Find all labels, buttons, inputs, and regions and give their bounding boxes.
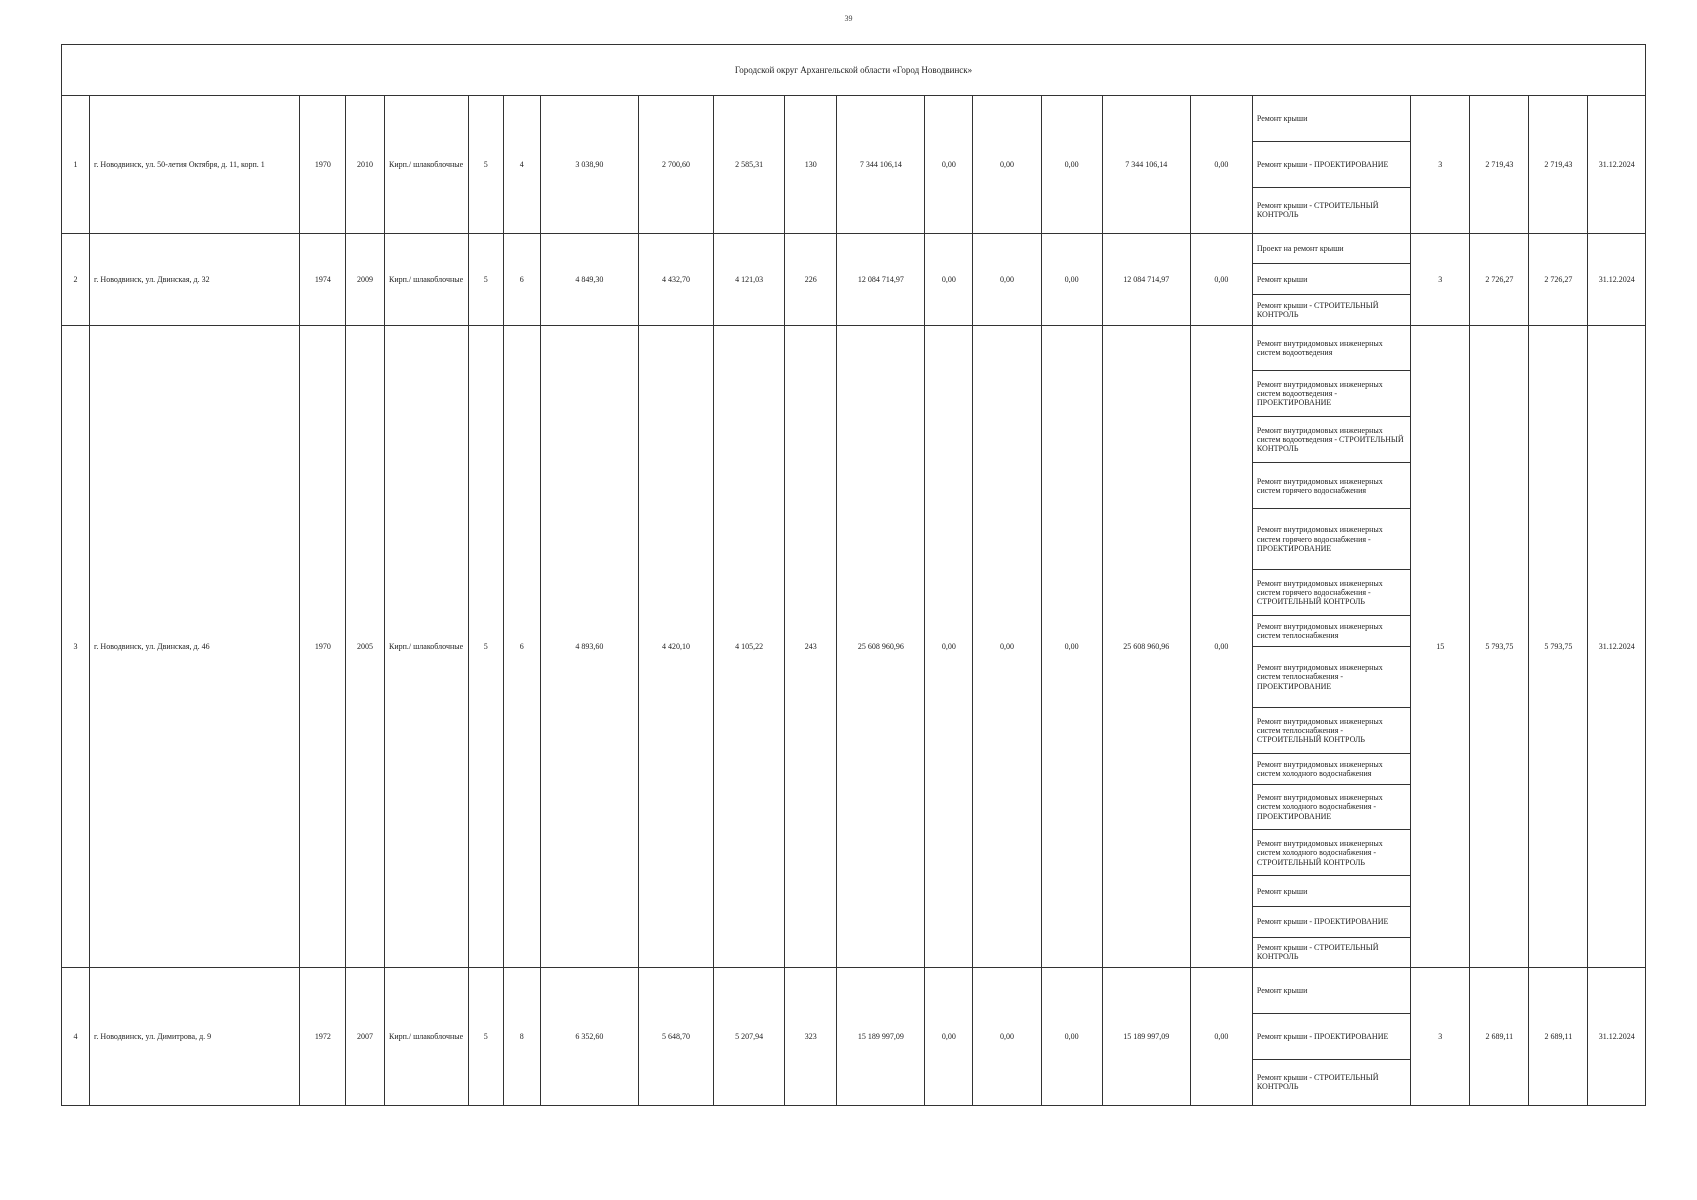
living-area-cell: 2 700,60 — [638, 96, 713, 234]
year-overhaul-cell: 2009 — [346, 233, 384, 325]
residents-cell: 323 — [785, 968, 837, 1106]
other-cost-cell: 0,00 — [1190, 233, 1252, 325]
work-type-cell: Ремонт внутридомовых инженерных систем холодного водоснабжения - СТРОИТЕЛЬНЫЙ КОНТРОЛЬ — [1252, 830, 1410, 876]
work-type-cell: Ремонт крыши - СТРОИТЕЛЬНЫЙ КОНТРОЛЬ — [1252, 187, 1410, 233]
deadline-cell: 31.12.2024 — [1588, 96, 1646, 234]
work-type-cell: Проект на ремонт крыши — [1252, 233, 1410, 264]
floors-cell: 5 — [468, 968, 503, 1106]
page-number: 39 — [844, 14, 853, 23]
work-count-cell: 3 — [1411, 96, 1470, 234]
year-built-cell: 1970 — [300, 96, 346, 234]
wall-material-cell: Кирп./ шлакоблочные — [384, 96, 468, 234]
year-built-cell: 1974 — [300, 233, 346, 325]
residents-cell: 130 — [785, 96, 837, 234]
work-type-cell: Ремонт внутридомовых инженерных систем водоотведения — [1252, 325, 1410, 371]
other-cost-cell: 0,00 — [1190, 968, 1252, 1106]
fund-cost-cell: 0,00 — [925, 968, 973, 1106]
work-type-cell: Ремонт крыши - СТРОИТЕЛЬНЫЙ КОНТРОЛЬ — [1252, 1059, 1410, 1105]
residential-area-cell: 5 207,94 — [714, 968, 785, 1106]
work-type-cell: Ремонт внутридомовых инженерных систем водоотведения - ПРОЕКТИРОВАНИЕ — [1252, 371, 1410, 417]
work-type-cell: Ремонт крыши - ПРОЕКТИРОВАНИЕ — [1252, 141, 1410, 187]
row-number: 2 — [62, 233, 90, 325]
living-area-cell: 4 432,70 — [638, 233, 713, 325]
total-cost-cell: 7 344 106,14 — [837, 96, 925, 234]
unit-cost-max-cell: 2 726,27 — [1529, 233, 1588, 325]
region-cost-cell: 0,00 — [973, 325, 1041, 968]
unit-cost-max-cell: 2 719,43 — [1529, 96, 1588, 234]
other-cost-cell: 0,00 — [1190, 325, 1252, 968]
table-row — [62, 96, 1646, 142]
total-area-cell: 4 893,60 — [540, 325, 638, 968]
work-count-cell: 3 — [1411, 233, 1470, 325]
address-cell: г. Новодвинск, ул. Двинская, д. 46 — [90, 325, 300, 968]
municipal-cost-cell: 0,00 — [1041, 968, 1102, 1106]
work-count-cell: 3 — [1411, 968, 1470, 1106]
residents-cell: 243 — [785, 325, 837, 968]
entrances-cell: 6 — [503, 325, 540, 968]
year-overhaul-cell: 2007 — [346, 968, 384, 1106]
fund-cost-cell: 0,00 — [925, 325, 973, 968]
row-number: 1 — [62, 96, 90, 234]
row-number: 4 — [62, 968, 90, 1106]
residential-area-cell: 4 105,22 — [714, 325, 785, 968]
deadline-cell: 31.12.2024 — [1588, 233, 1646, 325]
capital-repair-table — [61, 44, 1646, 1106]
total-cost-cell: 25 608 960,96 — [837, 325, 925, 968]
fund-cost-cell: 0,00 — [925, 233, 973, 325]
wall-material-cell: Кирп./ шлакоблочные — [384, 968, 468, 1106]
work-type-cell: Ремонт крыши - ПРОЕКТИРОВАНИЕ — [1252, 1014, 1410, 1060]
wall-material-cell: Кирп./ шлакоблочные — [384, 233, 468, 325]
entrances-cell: 4 — [503, 96, 540, 234]
year-overhaul-cell: 2005 — [346, 325, 384, 968]
table-row — [62, 233, 1646, 264]
region-title: Городской округ Архангельской области «Город Новодвинск» — [62, 45, 1646, 96]
municipal-cost-cell: 0,00 — [1041, 96, 1102, 234]
work-type-cell: Ремонт внутридомовых инженерных систем горячего водоснабжения - ПРОЕКТИРОВАНИЕ — [1252, 509, 1410, 570]
unit-cost-cell: 2 726,27 — [1470, 233, 1529, 325]
unit-cost-cell: 5 793,75 — [1470, 325, 1529, 968]
deadline-cell: 31.12.2024 — [1588, 968, 1646, 1106]
owners-cost-cell: 7 344 106,14 — [1102, 96, 1190, 234]
municipal-cost-cell: 0,00 — [1041, 325, 1102, 968]
residents-cell: 226 — [785, 233, 837, 325]
work-type-cell: Ремонт крыши — [1252, 876, 1410, 907]
owners-cost-cell: 15 189 997,09 — [1102, 968, 1190, 1106]
fund-cost-cell: 0,00 — [925, 96, 973, 234]
region-cost-cell: 0,00 — [973, 233, 1041, 325]
residential-area-cell: 4 121,03 — [714, 233, 785, 325]
region-cost-cell: 0,00 — [973, 968, 1041, 1106]
floors-cell: 5 — [468, 233, 503, 325]
total-cost-cell: 12 084 714,97 — [837, 233, 925, 325]
work-type-cell: Ремонт крыши - СТРОИТЕЛЬНЫЙ КОНТРОЛЬ — [1252, 294, 1410, 325]
address-cell: г. Новодвинск, ул. Двинская, д. 32 — [90, 233, 300, 325]
total-area-cell: 3 038,90 — [540, 96, 638, 234]
entrances-cell: 8 — [503, 968, 540, 1106]
living-area-cell: 4 420,10 — [638, 325, 713, 968]
unit-cost-cell: 2 689,11 — [1470, 968, 1529, 1106]
work-type-cell: Ремонт крыши — [1252, 968, 1410, 1014]
deadline-cell: 31.12.2024 — [1588, 325, 1646, 968]
work-type-cell: Ремонт крыши — [1252, 264, 1410, 295]
row-number: 3 — [62, 325, 90, 968]
table-row — [62, 968, 1646, 1014]
municipal-cost-cell: 0,00 — [1041, 233, 1102, 325]
wall-material-cell: Кирп./ шлакоблочные — [384, 325, 468, 968]
total-area-cell: 6 352,60 — [540, 968, 638, 1106]
work-type-cell: Ремонт крыши — [1252, 96, 1410, 142]
work-type-cell: Ремонт внутридомовых инженерных систем теплоснабжения - ПРОЕКТИРОВАНИЕ — [1252, 646, 1410, 707]
living-area-cell: 5 648,70 — [638, 968, 713, 1106]
entrances-cell: 6 — [503, 233, 540, 325]
address-cell: г. Новодвинск, ул. 50-летия Октября, д. 11, корп. 1 — [90, 96, 300, 234]
address-cell: г. Новодвинск, ул. Димитрова, д. 9 — [90, 968, 300, 1106]
work-type-cell: Ремонт крыши - СТРОИТЕЛЬНЫЙ КОНТРОЛЬ — [1252, 937, 1410, 968]
work-type-cell: Ремонт внутридомовых инженерных систем холодного водоснабжения — [1252, 753, 1410, 784]
unit-cost-max-cell: 5 793,75 — [1529, 325, 1588, 968]
work-type-cell: Ремонт внутридомовых инженерных систем холодного водоснабжения - ПРОЕКТИРОВАНИЕ — [1252, 784, 1410, 830]
work-type-cell: Ремонт внутридомовых инженерных систем теплоснабжения — [1252, 616, 1410, 647]
total-area-cell: 4 849,30 — [540, 233, 638, 325]
work-count-cell: 15 — [1411, 325, 1470, 968]
work-type-cell: Ремонт внутридомовых инженерных систем водоотведения - СТРОИТЕЛЬНЫЙ КОНТРОЛЬ — [1252, 417, 1410, 463]
owners-cost-cell: 25 608 960,96 — [1102, 325, 1190, 968]
unit-cost-max-cell: 2 689,11 — [1529, 968, 1588, 1106]
residential-area-cell: 2 585,31 — [714, 96, 785, 234]
region-cost-cell: 0,00 — [973, 96, 1041, 234]
work-type-cell: Ремонт внутридомовых инженерных систем горячего водоснабжения - СТРОИТЕЛЬНЫЙ КОНТРОЛЬ — [1252, 570, 1410, 616]
work-type-cell: Ремонт внутридомовых инженерных систем горячего водоснабжения — [1252, 463, 1410, 509]
year-built-cell: 1972 — [300, 968, 346, 1106]
floors-cell: 5 — [468, 325, 503, 968]
total-cost-cell: 15 189 997,09 — [837, 968, 925, 1106]
year-overhaul-cell: 2010 — [346, 96, 384, 234]
owners-cost-cell: 12 084 714,97 — [1102, 233, 1190, 325]
unit-cost-cell: 2 719,43 — [1470, 96, 1529, 234]
year-built-cell: 1970 — [300, 325, 346, 968]
work-type-cell: Ремонт крыши - ПРОЕКТИРОВАНИЕ — [1252, 906, 1410, 937]
floors-cell: 5 — [468, 96, 503, 234]
table-row — [62, 325, 1646, 371]
other-cost-cell: 0,00 — [1190, 96, 1252, 234]
work-type-cell: Ремонт внутридомовых инженерных систем теплоснабжения - СТРОИТЕЛЬНЫЙ КОНТРОЛЬ — [1252, 708, 1410, 754]
